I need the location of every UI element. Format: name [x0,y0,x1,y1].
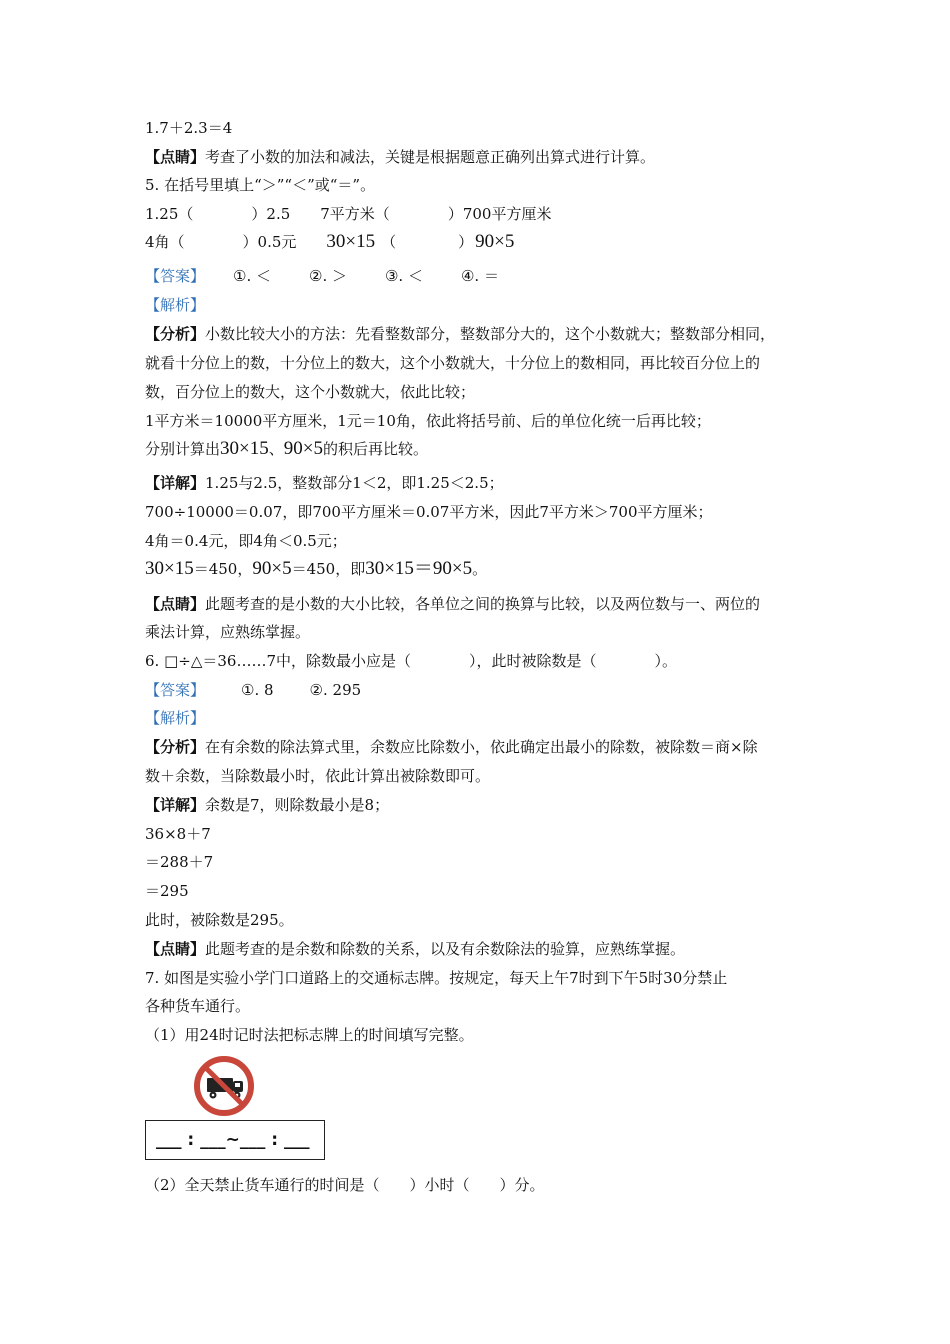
tag: 【点睛】 [145,595,206,613]
text: 36×8＋7 [145,825,211,843]
xiangjie-5-line4 [145,559,825,583]
math: 30×15 [145,558,194,579]
text: （2）全天禁止货车通行的时间是（ ）小时（ ）分。 [145,1176,545,1194]
no-trucks-sign-icon [193,1055,255,1117]
text: 分别计算出 [145,440,221,458]
text: 6. □÷△＝36……7中，除数最小应是（ [145,652,411,670]
text: ＝450， [193,560,253,578]
answer-item: ②. 295 [309,681,362,699]
text: 小数比较大小的方法：先看整数部分，整数部分大的，这个小数就大；整数部分相同， [205,325,776,343]
dianjing-prev [145,147,825,167]
text: ） [458,233,474,251]
question-5-row1 [145,204,825,224]
fenxi-5-line4 [145,411,825,431]
text: ），此时被除数是（ [469,652,597,670]
text: ）2.5 [251,205,291,223]
dianjing-5-line2 [145,622,825,642]
question-7-line2 [145,996,825,1016]
text: 乘法计算，应熟练掌握。 [145,623,311,641]
time-blanks: ___ : ___~___ : ___ [156,1130,310,1150]
question-7-line1 [145,968,825,988]
text: 5. 在括号里填上“＞”“＜”或“＝”。 [145,176,376,194]
text: 700÷10000＝0.07，即700平方厘米＝0.07平方米，因此7平方米＞700平方厘米； [145,503,713,521]
text: 4角＝0.4元，即4角＜0.5元； [145,532,347,550]
fenxi-5-line3 [145,382,825,402]
tag: 【点睛】 [145,940,206,958]
math: 30×15 [326,231,376,252]
text: ＝450，即 [291,560,366,578]
text: ）0.5元 [242,233,297,251]
text: 数＋余数，当除数最小时，依此计算出被除数即可。 [145,767,491,785]
text: 7平方米（ [320,205,390,223]
math: 90×5 [283,438,323,459]
tag: 【分析】 [145,325,206,343]
text: 余数是7，则除数最小是8； [205,796,390,814]
question-7-sub1 [145,1025,825,1045]
text: 各种货车通行。 [145,997,251,1015]
xiangjie-5-line1 [145,473,825,493]
text: （ [381,233,397,251]
answer-6 [145,680,825,700]
math: 90×5 [475,231,515,252]
text: （1）用24时记时法把标志牌上的时间填写完整。 [145,1026,474,1044]
text: ＝295 [145,882,189,900]
question-5 [145,175,825,195]
text: 4角（ [145,233,185,251]
xiangjie-6-line2 [145,824,825,844]
answer-item: ①. 8 [241,681,274,699]
answer-item: ③. ＜ [384,267,423,285]
answer-5 [145,266,825,286]
math: 90×5 [252,558,292,579]
question-7-sub2 [145,1175,825,1195]
text: 1平方米＝10000平方厘米，1元＝10角，依此将括号前、后的单位化统一后再比较； [145,412,711,430]
text: 。 [472,560,488,578]
text: 7. 如图是实验小学门口道路上的交通标志牌。按规定，每天上午7时到下午5时30分禁止 [145,969,728,987]
analysis-tag: 【解析】 [145,296,206,314]
fenxi-6-line2 [145,766,825,786]
math: 30×15 [220,438,269,459]
line-calc [145,118,825,138]
text: 1.25（ [145,205,194,223]
text: 1.7＋2.3＝4 [145,119,233,137]
text: 就看十分位上的数，十分位上的数大，这个小数就大，十分位上的数相同，再比较百分位上的 [145,354,761,372]
fenxi-5-line1 [145,324,825,344]
answer-item: ②. ＞ [309,267,347,285]
tag: 【详解】 [145,796,206,814]
answer-item: ④. ＝ [460,267,499,285]
fenxi-6-line1 [145,737,825,757]
text: ＝288＋7 [145,853,214,871]
math: 30×15＝90×5 [365,558,473,579]
answer-tag: 【答案】 [145,267,206,285]
xiangjie-5-line3 [145,531,825,551]
question-5-row2 [145,232,825,256]
text: ）700平方厘米 [447,205,552,223]
answer-tag: 【答案】 [145,681,206,699]
tag: 【点睛】 [145,148,206,166]
time-fill-box [145,1120,325,1160]
xiangjie-6-line1 [145,795,825,815]
text: 数，百分位上的数大，这个小数就大，依此比较； [145,383,476,401]
text: 、 [268,440,284,458]
question-6 [145,651,825,671]
text: ）。 [654,652,678,670]
xiangjie-6-line3 [145,852,825,872]
text: 1.25与2.5，整数部分1＜2，即1.25＜2.5； [205,474,504,492]
answer-item: ①. ＜ [233,267,271,285]
text: 此时，被除数是295。 [145,911,294,929]
xiangjie-5-line2 [145,502,825,522]
text: 在有余数的除法算式里，余数应比除数小，依此确定出最小的除数，被除数＝商×除 [205,738,758,756]
dianjing-6 [145,939,825,959]
analysis-tag: 【解析】 [145,709,206,727]
fenxi-5-line2 [145,353,825,373]
tag: 【详解】 [145,474,206,492]
tag: 【分析】 [145,738,206,756]
text: 考查了小数的加法和减法，关键是根据题意正确列出算式进行计算。 [205,148,656,166]
text: 的积后再比较。 [322,440,428,458]
dianjing-5-line1 [145,594,825,614]
fenxi-5-line5 [145,439,825,463]
xiangjie-6-line5 [145,910,825,930]
text: 此题考查的是余数和除数的关系，以及有余数除法的验算，应熟练掌握。 [205,940,686,958]
jiexi-6 [145,708,825,728]
xiangjie-6-line4 [145,881,825,901]
text: 此题考查的是小数的大小比较，各单位之间的换算与比较，以及两位数与一、两位的 [205,595,761,613]
jiexi-5 [145,295,825,315]
